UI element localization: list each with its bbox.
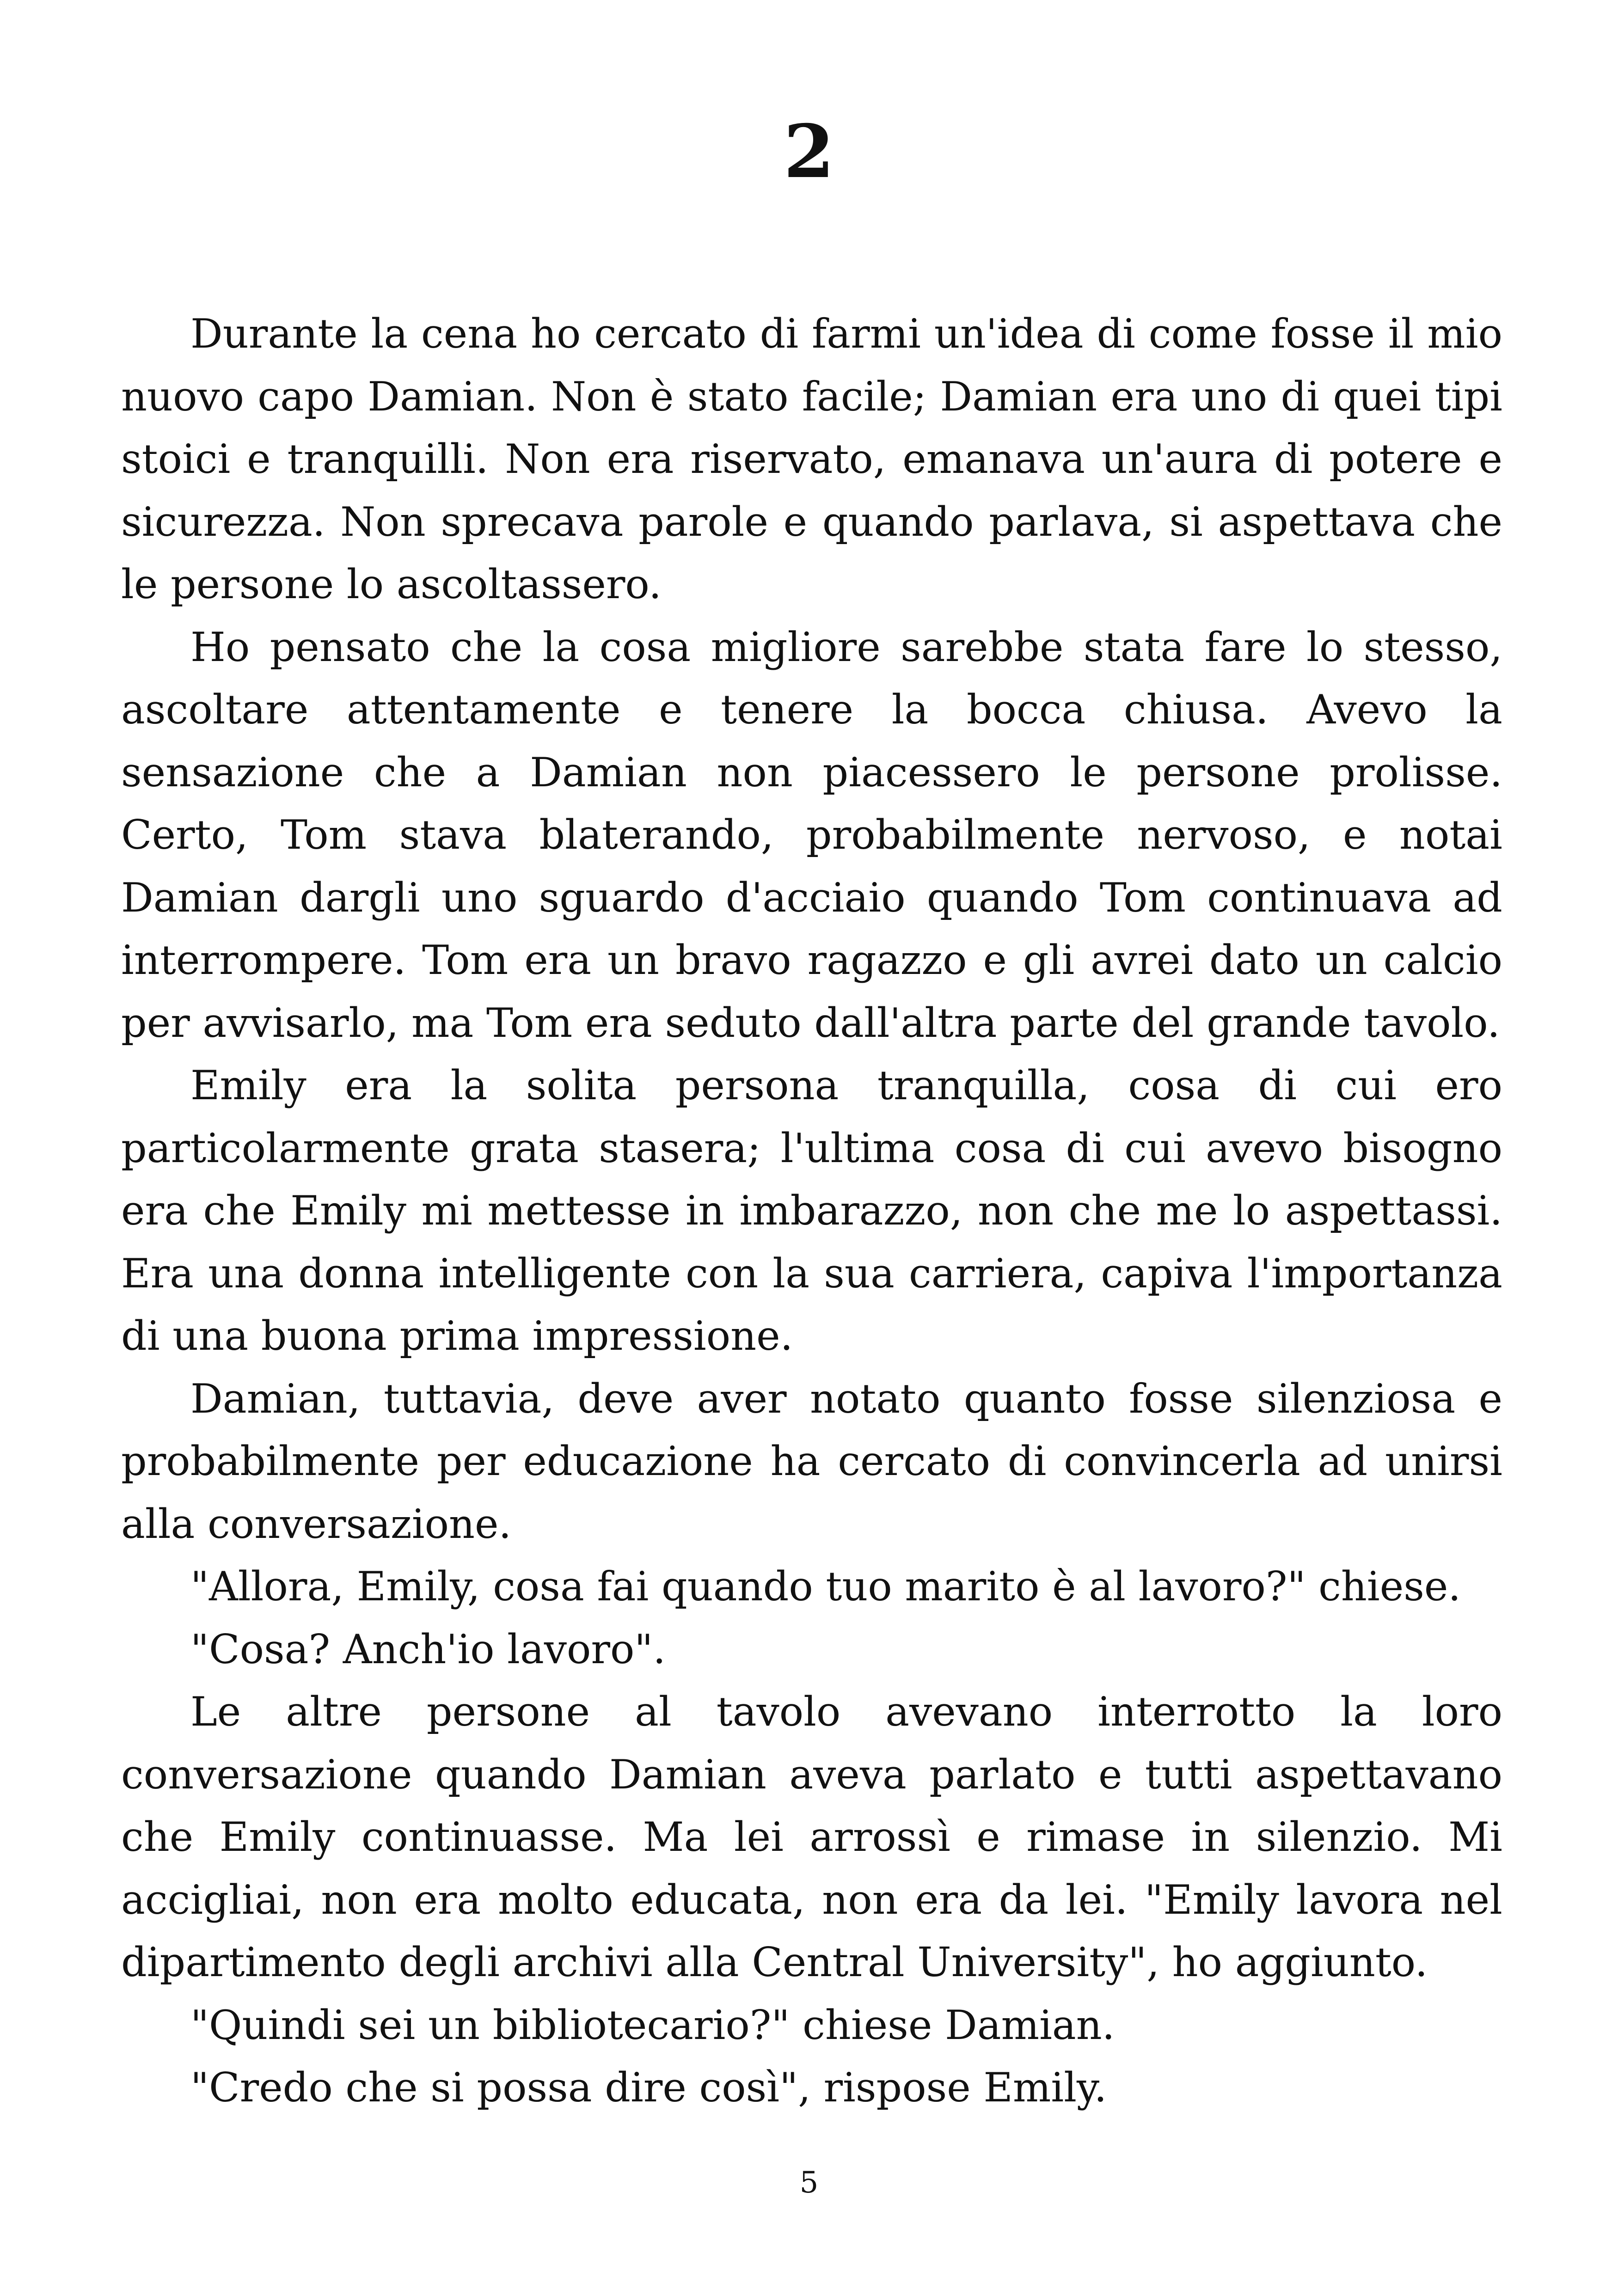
paragraph: "Credo che si possa dire così", rispose Emily. <box>190 2064 1107 2111</box>
chapter-number: 2 <box>784 109 834 195</box>
paragraph: Le altre persone al tavolo avevano interrotto la loro conversazione quando Damian aveva parlato e tutti aspettavano che Emily continuasse. Ma lei arrossì e rimase in silenzio. Mi accigliai, non era molto educata, non era da lei. "Emily lavora nel dipartimento degli archivi alla Central University", ho aggiunto. <box>121 1688 1502 1986</box>
paragraph: Damian, tuttavia, deve aver notato quanto fosse silenziosa e probabilmente per educazione ha cercato di convincerla ad unirsi alla conversazione. <box>121 1375 1502 1548</box>
paragraph: Emily era la solita persona tranquilla, cosa di cui ero particolarmente grata stasera; l'ultima cosa di cui avevo bisogno era che Emily mi mettesse in imbarazzo, non che me lo aspettassi. Era una donna intelligente con la sua carriera, capiva l'importanza di una buona prima impressione. <box>121 1062 1502 1359</box>
paragraph: "Quindi sei un bibliotecario?" chiese Damian. <box>190 2001 1115 2049</box>
paragraph: Durante la cena ho cercato di farmi un'idea di come fosse il mio nuovo capo Damian. Non è stato facile; Damian era uno di quei tipi stoici e tranquilli. Non era riservato, emanava un'aura di potere e sicurezza. Non sprecava parole e quando parlava, si aspettava che le persone lo ascoltassero. <box>121 310 1502 608</box>
paragraph: "Allora, Emily, cosa fai quando tuo marito è al lavoro?" chiese. <box>190 1563 1461 1610</box>
page-number: 5 <box>799 2166 819 2200</box>
paragraph: Ho pensato che la cosa migliore sarebbe stata fare lo stesso, ascoltare attentamente e tenere la bocca chiusa. Avevo la sensazione che a Damian non piacessero le persone prolisse. Certo, Tom stava blaterando, probabilmente nervoso, e notai Damian dargli uno sguardo d'acciaio quando Tom continuava ad interrompere. Tom era un bravo ragazzo e gli avrei dato un calcio per avvisarlo, ma Tom era seduto dall'altra parte del grande tavolo. <box>121 623 1502 1047</box>
chapter-body <box>121 303 1502 2119</box>
paragraph: "Cosa? Anch'io lavoro". <box>190 1625 666 1673</box>
